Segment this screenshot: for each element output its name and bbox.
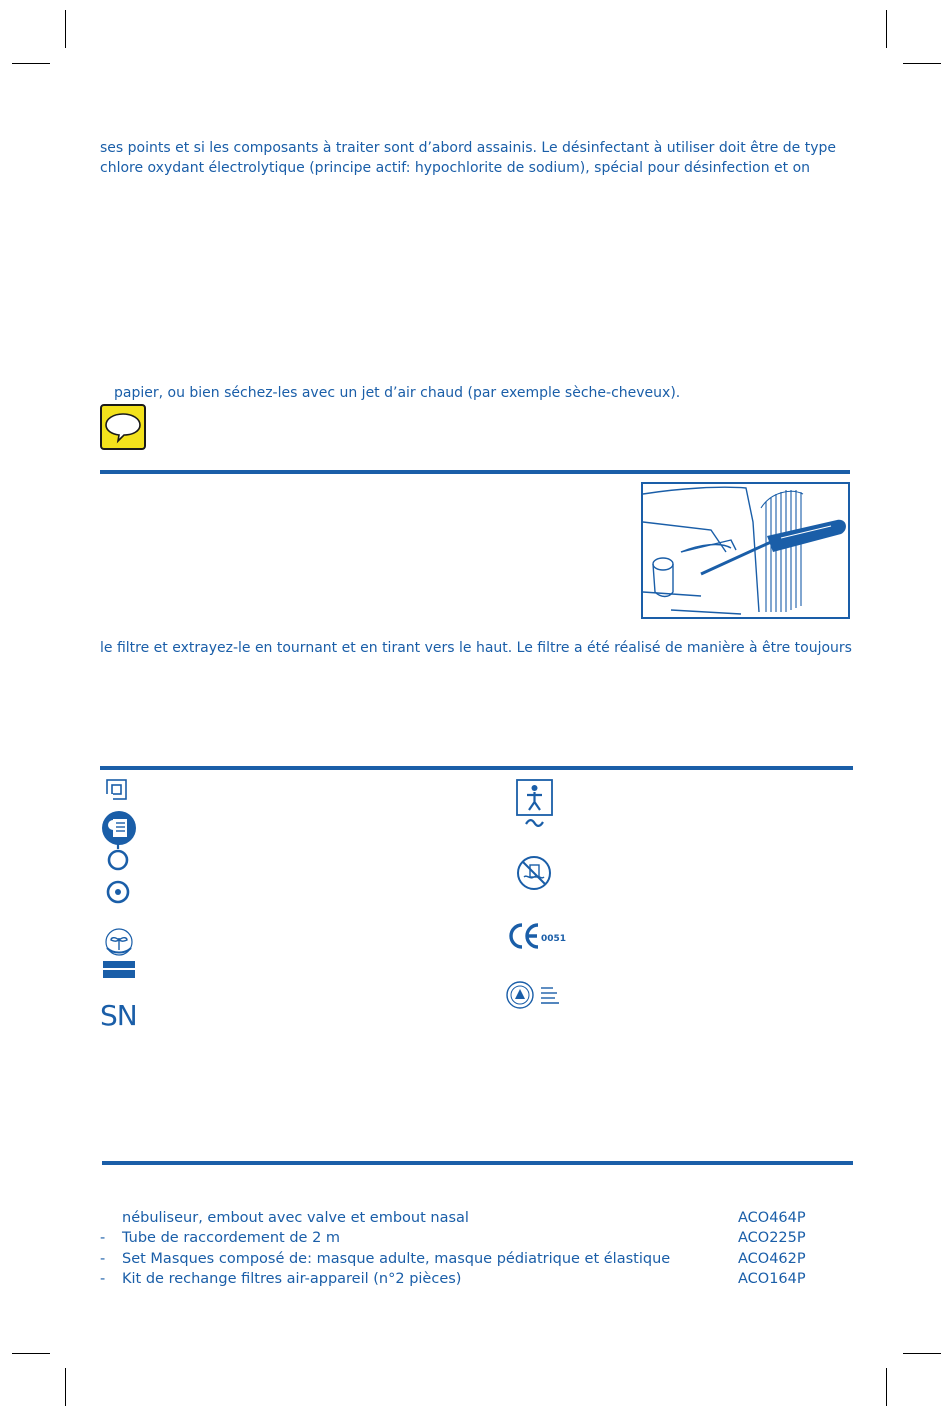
accessory-code: ACO462P xyxy=(738,1251,806,1267)
accessory-code: ACO164P xyxy=(738,1271,806,1287)
speech-bubble-icon xyxy=(100,404,146,454)
section-divider xyxy=(100,470,850,474)
power-switch-on-icon xyxy=(104,879,132,909)
crop-mark xyxy=(12,63,50,64)
accessory-name: nébuliseur, embout avec valve et embout nasal xyxy=(122,1210,469,1226)
crop-mark xyxy=(903,1353,941,1354)
list-item: - Kit de rechange filtres air-appareil (n°2 pièces) ACO164P xyxy=(100,1271,806,1287)
section-divider xyxy=(102,1161,853,1165)
drying-text: papier, ou bien séchez-les avec un jet d’air chaud (par exemple sèche-cheveux). xyxy=(114,385,681,401)
list-item: - Tube de raccordement de 2 m ACO225P xyxy=(100,1230,806,1246)
accessory-code: ACO464P xyxy=(738,1210,806,1226)
accessory-name: Tube de raccordement de 2 m xyxy=(122,1230,341,1246)
accessory-code: ACO225P xyxy=(738,1230,806,1246)
accessory-name: Set Masques composé de: masque adulte, masque pédiatrique et élastique xyxy=(122,1251,671,1267)
section-divider xyxy=(100,766,853,770)
crop-mark xyxy=(886,10,887,48)
crop-mark xyxy=(903,63,941,64)
filter-removal-illustration xyxy=(641,482,850,623)
environment-logo-icon xyxy=(101,928,137,984)
list-item xyxy=(100,1210,820,1230)
paragraph-line: chlore oxydant électrolytique (principe actif: hypochlorite de sodium), spécial pour désinfection et on xyxy=(100,160,811,176)
crop-mark xyxy=(12,1353,50,1354)
list-item: - Set Masques composé de: masque adulte, masque pédiatrique et élastique ACO462P xyxy=(100,1251,806,1267)
do-not-immerse-icon xyxy=(516,855,552,895)
accessory-name: Kit de rechange filtres air-appareil (n°2 pièces) xyxy=(122,1271,462,1287)
serial-number-symbol: SN xyxy=(100,999,137,1032)
power-switch-off-icon xyxy=(104,843,132,875)
ce-notified-body-number: 0051 xyxy=(541,934,567,944)
filter-text: le filtre et extrayez-le en tournant et en tirant vers le haut. Le filtre a été réalisé de manière à être toujours xyxy=(100,640,852,656)
crop-mark xyxy=(65,1368,66,1406)
crop-mark xyxy=(65,10,66,48)
type-bf-icon xyxy=(516,779,554,839)
class-ii-icon xyxy=(106,779,128,805)
paragraph-line: ses points et si les composants à traiter sont d’abord assainis. Le désinfectant à utiliser doit être de type xyxy=(100,140,836,156)
crop-mark xyxy=(886,1368,887,1406)
certification-logo-icon xyxy=(505,980,565,1014)
